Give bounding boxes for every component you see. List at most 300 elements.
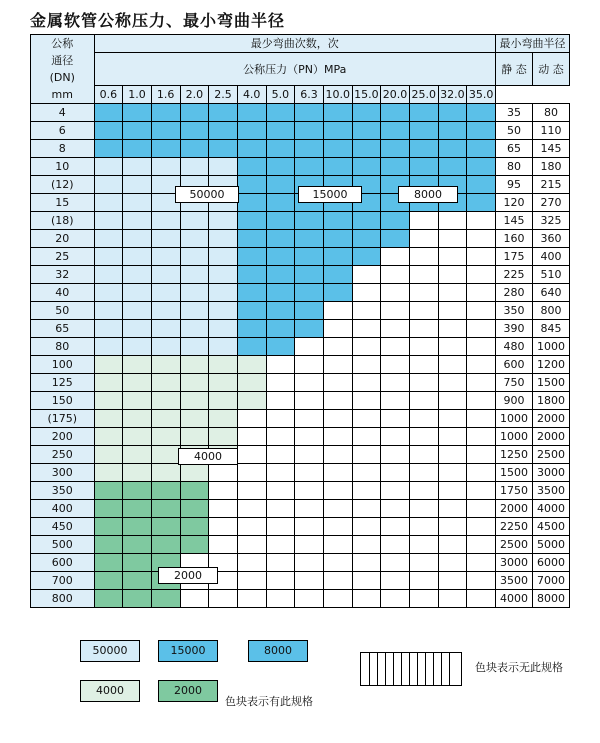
spec-cell	[438, 230, 467, 248]
spec-cell	[467, 194, 496, 212]
spec-cell	[323, 446, 352, 464]
radius-dynamic-value: 325	[532, 212, 569, 230]
radius-dynamic-value: 845	[532, 320, 569, 338]
spec-cell	[266, 446, 295, 464]
spec-cell	[123, 428, 152, 446]
pressure-col-header: 4.0	[237, 86, 266, 104]
spec-cell	[323, 104, 352, 122]
spec-cell	[323, 464, 352, 482]
cycle-count-callout: 8000	[398, 186, 458, 203]
radius-dynamic-value: 510	[532, 266, 569, 284]
spec-cell	[295, 518, 324, 536]
spec-cell	[438, 374, 467, 392]
dn-value: 700	[31, 572, 95, 590]
spec-cell	[94, 248, 123, 266]
radius-static-value: 480	[496, 338, 533, 356]
spec-cell	[266, 194, 295, 212]
radius-static-value: 2500	[496, 536, 533, 554]
spec-cell	[266, 410, 295, 428]
spec-cell	[94, 122, 123, 140]
spec-cell	[381, 104, 410, 122]
spec-cell	[323, 212, 352, 230]
spec-cell	[94, 572, 123, 590]
spec-cell	[467, 140, 496, 158]
spec-cell	[467, 500, 496, 518]
spec-cell	[381, 284, 410, 302]
spec-table	[30, 34, 570, 608]
spec-cell	[266, 572, 295, 590]
spec-cell	[295, 284, 324, 302]
table-row	[31, 212, 570, 230]
spec-cell	[323, 248, 352, 266]
spec-cell	[467, 104, 496, 122]
spec-cell	[438, 536, 467, 554]
table-row	[31, 374, 570, 392]
spec-cell	[467, 338, 496, 356]
spec-cell	[467, 554, 496, 572]
spec-cell	[323, 302, 352, 320]
cycle-count-callout: 2000	[158, 567, 218, 584]
spec-cell	[323, 482, 352, 500]
radius-static-value: 160	[496, 230, 533, 248]
table-row	[31, 140, 570, 158]
dn-value: 125	[31, 374, 95, 392]
spec-cell	[323, 500, 352, 518]
spec-cell	[409, 248, 438, 266]
spec-cell	[209, 248, 238, 266]
spec-cell	[123, 554, 152, 572]
table-row	[31, 590, 570, 608]
spec-cell	[123, 122, 152, 140]
spec-cell	[409, 572, 438, 590]
spec-cell	[94, 428, 123, 446]
radius-static-value: 95	[496, 176, 533, 194]
spec-cell	[151, 302, 180, 320]
spec-cell	[151, 410, 180, 428]
spec-cell	[467, 428, 496, 446]
dn-value: 20	[31, 230, 95, 248]
spec-cell	[237, 392, 266, 410]
spec-cell	[237, 410, 266, 428]
spec-cell	[352, 374, 381, 392]
spec-cell	[237, 338, 266, 356]
radius-static-value: 65	[496, 140, 533, 158]
radius-static-header: 静 态	[496, 53, 533, 86]
spec-cell	[381, 356, 410, 374]
bend-radius-header: 最小弯曲半径	[496, 35, 570, 53]
table-row	[31, 500, 570, 518]
spec-cell	[467, 266, 496, 284]
spec-cell	[266, 464, 295, 482]
spec-cell	[180, 104, 209, 122]
spec-cell	[94, 104, 123, 122]
spec-cell	[94, 338, 123, 356]
pressure-col-header: 2.5	[209, 86, 238, 104]
spec-cell	[180, 284, 209, 302]
dn-value: (12)	[31, 176, 95, 194]
spec-cell	[237, 212, 266, 230]
legend-stripe-note: 色块表示无此规格	[475, 661, 563, 674]
spec-cell	[438, 140, 467, 158]
spec-cell	[352, 392, 381, 410]
dn-value: 200	[31, 428, 95, 446]
spec-cell	[266, 248, 295, 266]
spec-cell	[151, 230, 180, 248]
spec-cell	[409, 266, 438, 284]
dn-value: 40	[31, 284, 95, 302]
spec-cell	[352, 230, 381, 248]
dn-value: 150	[31, 392, 95, 410]
dn-value: 10	[31, 158, 95, 176]
spec-cell	[409, 446, 438, 464]
table-row	[31, 572, 570, 590]
spec-cell	[295, 482, 324, 500]
spec-cell	[209, 122, 238, 140]
spec-cell	[123, 302, 152, 320]
spec-cell	[352, 158, 381, 176]
spec-cell	[381, 338, 410, 356]
spec-cell	[151, 464, 180, 482]
dn-value: 350	[31, 482, 95, 500]
radius-static-value: 1750	[496, 482, 533, 500]
radius-dynamic-value: 2000	[532, 428, 569, 446]
spec-cell	[352, 104, 381, 122]
spec-cell	[151, 392, 180, 410]
spec-cell	[467, 518, 496, 536]
spec-cell	[209, 266, 238, 284]
table-row	[31, 518, 570, 536]
spec-cell	[123, 590, 152, 608]
spec-cell	[467, 248, 496, 266]
dn-value: 100	[31, 356, 95, 374]
spec-cell	[409, 374, 438, 392]
dn-value: 450	[31, 518, 95, 536]
spec-cell	[123, 518, 152, 536]
spec-cell	[352, 572, 381, 590]
spec-cell	[123, 464, 152, 482]
spec-cell	[123, 212, 152, 230]
spec-cell	[323, 140, 352, 158]
radius-dynamic-value: 800	[532, 302, 569, 320]
spec-cell	[123, 356, 152, 374]
spec-cell	[94, 446, 123, 464]
dn-value: 6	[31, 122, 95, 140]
spec-cell	[209, 284, 238, 302]
spec-cell	[381, 230, 410, 248]
spec-cell	[295, 230, 324, 248]
spec-cell	[209, 104, 238, 122]
spec-cell	[94, 302, 123, 320]
spec-cell	[409, 320, 438, 338]
header-row-1	[31, 35, 570, 53]
spec-cell	[180, 428, 209, 446]
radius-static-value: 1250	[496, 446, 533, 464]
spec-cell	[381, 536, 410, 554]
spec-cell	[381, 122, 410, 140]
spec-cell	[323, 284, 352, 302]
spec-cell	[123, 500, 152, 518]
spec-cell	[352, 428, 381, 446]
radius-static-value: 175	[496, 248, 533, 266]
spec-cell	[94, 500, 123, 518]
radius-dynamic-value: 180	[532, 158, 569, 176]
spec-cell	[123, 176, 152, 194]
spec-cell	[237, 428, 266, 446]
pressure-col-header: 32.0	[438, 86, 467, 104]
spec-cell	[209, 158, 238, 176]
spec-cell	[409, 104, 438, 122]
legend-stripe-box	[360, 652, 462, 686]
spec-cell	[438, 392, 467, 410]
spec-cell	[295, 374, 324, 392]
radius-static-value: 350	[496, 302, 533, 320]
radius-dynamic-value: 8000	[532, 590, 569, 608]
spec-cell	[295, 158, 324, 176]
spec-cell	[467, 482, 496, 500]
radius-dynamic-value: 4500	[532, 518, 569, 536]
spec-cell	[467, 464, 496, 482]
radius-static-value: 1500	[496, 464, 533, 482]
spec-cell	[381, 212, 410, 230]
spec-cell	[295, 446, 324, 464]
dn-value: 4	[31, 104, 95, 122]
spec-cell	[94, 194, 123, 212]
spec-cell	[438, 518, 467, 536]
radius-static-value: 145	[496, 212, 533, 230]
spec-cell	[467, 302, 496, 320]
table-row	[31, 284, 570, 302]
spec-cell	[266, 500, 295, 518]
spec-cell	[266, 104, 295, 122]
spec-cell	[123, 536, 152, 554]
spec-cell	[295, 428, 324, 446]
spec-cell	[180, 374, 209, 392]
spec-cell	[94, 554, 123, 572]
table-row	[31, 302, 570, 320]
radius-static-value: 3500	[496, 572, 533, 590]
radius-dynamic-value: 1000	[532, 338, 569, 356]
spec-cell	[352, 320, 381, 338]
table-row	[31, 320, 570, 338]
spec-cell	[438, 572, 467, 590]
cycle-count-callout: 15000	[298, 186, 362, 203]
spec-cell	[209, 374, 238, 392]
spec-cell	[381, 140, 410, 158]
pressure-header: 公称压力（PN）MPa	[94, 53, 496, 86]
spec-cell	[151, 518, 180, 536]
spec-cell	[467, 572, 496, 590]
spec-cell	[381, 590, 410, 608]
spec-cell	[209, 464, 238, 482]
spec-cell	[151, 482, 180, 500]
spec-cell	[323, 410, 352, 428]
spec-cell	[381, 554, 410, 572]
legend-swatch: 50000	[80, 640, 140, 662]
spec-cell	[323, 320, 352, 338]
spec-cell	[209, 410, 238, 428]
radius-static-value: 390	[496, 320, 533, 338]
spec-cell	[467, 158, 496, 176]
spec-cell	[94, 176, 123, 194]
spec-cell	[266, 302, 295, 320]
spec-cell	[381, 428, 410, 446]
spec-cell	[266, 590, 295, 608]
radius-dynamic-value: 640	[532, 284, 569, 302]
legend-color-note: 色块表示有此规格	[225, 695, 313, 708]
spec-cell	[438, 356, 467, 374]
spec-cell	[352, 266, 381, 284]
spec-cell	[123, 194, 152, 212]
spec-cell	[237, 122, 266, 140]
spec-cell	[266, 536, 295, 554]
spec-cell	[151, 140, 180, 158]
spec-cell	[438, 590, 467, 608]
table-row	[31, 158, 570, 176]
spec-cell	[295, 212, 324, 230]
table-row	[31, 248, 570, 266]
spec-cell	[123, 230, 152, 248]
spec-cell	[438, 428, 467, 446]
spec-cell	[352, 338, 381, 356]
spec-cell	[151, 104, 180, 122]
radius-static-value: 280	[496, 284, 533, 302]
radius-dynamic-value: 4000	[532, 500, 569, 518]
dn-value: 50	[31, 302, 95, 320]
table-row	[31, 338, 570, 356]
radius-static-value: 35	[496, 104, 533, 122]
dn-value: 25	[31, 248, 95, 266]
spec-cell	[352, 248, 381, 266]
radius-dynamic-value: 7000	[532, 572, 569, 590]
spec-cell	[381, 320, 410, 338]
spec-cell	[237, 446, 266, 464]
spec-cell	[151, 428, 180, 446]
spec-cell	[409, 410, 438, 428]
spec-cell	[438, 554, 467, 572]
spec-cell	[123, 446, 152, 464]
spec-cell	[180, 464, 209, 482]
spec-cell	[409, 482, 438, 500]
spec-cell	[438, 212, 467, 230]
table-row	[31, 482, 570, 500]
spec-cell	[94, 464, 123, 482]
spec-cell	[323, 572, 352, 590]
dn-value: (18)	[31, 212, 95, 230]
spec-table-container	[30, 34, 570, 608]
spec-cell	[237, 356, 266, 374]
spec-cell	[381, 500, 410, 518]
spec-cell	[438, 158, 467, 176]
dn-value: (175)	[31, 410, 95, 428]
spec-cell	[266, 140, 295, 158]
table-row	[31, 536, 570, 554]
spec-cell	[295, 338, 324, 356]
spec-cell	[409, 230, 438, 248]
radius-dynamic-value: 3500	[532, 482, 569, 500]
spec-cell	[237, 464, 266, 482]
spec-cell	[352, 536, 381, 554]
radius-dynamic-value: 5000	[532, 536, 569, 554]
spec-cell	[409, 428, 438, 446]
legend-swatch: 8000	[248, 640, 308, 662]
spec-cell	[151, 338, 180, 356]
spec-cell	[381, 158, 410, 176]
spec-cell	[352, 284, 381, 302]
radius-static-value: 2250	[496, 518, 533, 536]
spec-cell	[467, 392, 496, 410]
spec-cell	[266, 392, 295, 410]
spec-cell	[409, 302, 438, 320]
spec-cell	[180, 248, 209, 266]
pressure-col-header: 0.6	[94, 86, 123, 104]
spec-cell	[323, 392, 352, 410]
spec-cell	[438, 482, 467, 500]
radius-dynamic-value: 270	[532, 194, 569, 212]
spec-cell	[94, 266, 123, 284]
spec-cell	[180, 158, 209, 176]
cycle-count-callout: 50000	[175, 186, 239, 203]
pressure-col-header: 25.0	[409, 86, 438, 104]
radius-dynamic-value: 6000	[532, 554, 569, 572]
spec-cell	[123, 320, 152, 338]
radius-static-value: 1000	[496, 410, 533, 428]
spec-cell	[209, 482, 238, 500]
spec-cell	[94, 284, 123, 302]
dn-value: 65	[31, 320, 95, 338]
spec-cell	[467, 536, 496, 554]
dn-value: 15	[31, 194, 95, 212]
spec-cell	[352, 446, 381, 464]
spec-cell	[409, 464, 438, 482]
spec-cell	[123, 266, 152, 284]
spec-cell	[352, 122, 381, 140]
spec-cell	[409, 392, 438, 410]
spec-cell	[438, 338, 467, 356]
spec-cell	[409, 518, 438, 536]
spec-cell	[295, 140, 324, 158]
header-row-2	[31, 53, 570, 68]
dn-header-line4: mm	[51, 88, 73, 101]
spec-cell	[323, 266, 352, 284]
spec-cell	[467, 374, 496, 392]
spec-cell	[438, 446, 467, 464]
spec-cell	[123, 374, 152, 392]
spec-cell	[438, 248, 467, 266]
spec-cell	[352, 140, 381, 158]
spec-cell	[266, 158, 295, 176]
spec-cell	[266, 374, 295, 392]
spec-cell	[438, 500, 467, 518]
spec-cell	[209, 338, 238, 356]
spec-cell	[295, 500, 324, 518]
table-head	[31, 35, 570, 104]
spec-cell	[209, 320, 238, 338]
spec-cell	[323, 230, 352, 248]
spec-cell	[123, 572, 152, 590]
spec-cell	[295, 122, 324, 140]
spec-cell	[266, 428, 295, 446]
spec-cell	[438, 464, 467, 482]
dn-header-line1: 公称	[51, 37, 74, 50]
cycle-count-callout: 4000	[178, 448, 238, 465]
spec-cell	[295, 410, 324, 428]
spec-cell	[323, 338, 352, 356]
spec-cell	[323, 356, 352, 374]
dn-value: 80	[31, 338, 95, 356]
spec-cell	[180, 356, 209, 374]
spec-cell	[237, 194, 266, 212]
pressure-columns-row	[31, 86, 570, 104]
